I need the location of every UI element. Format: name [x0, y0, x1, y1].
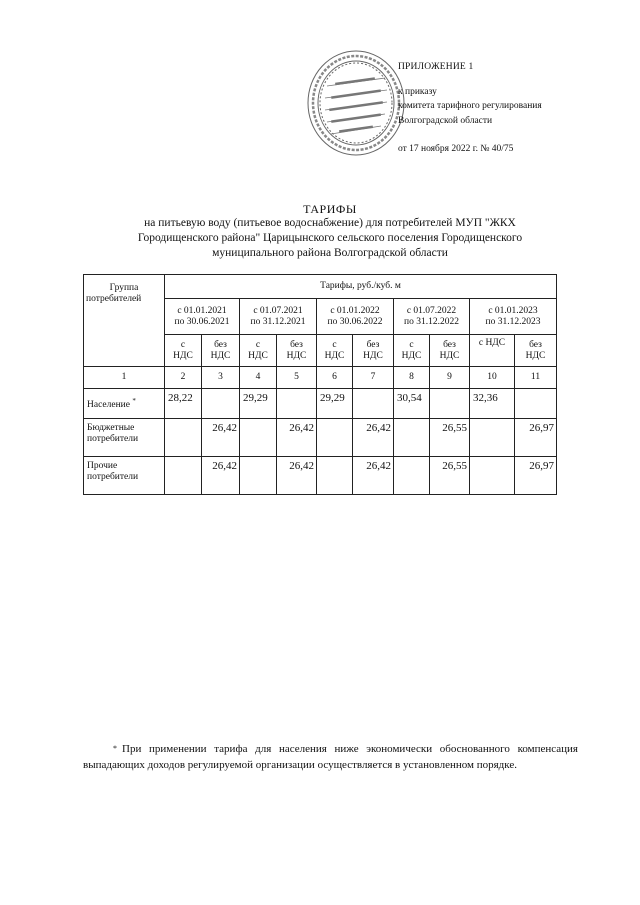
tariff-value: 29,29 [317, 389, 353, 419]
vat-header-without: без НДС [515, 335, 557, 367]
col-number: 5 [277, 367, 317, 389]
tariff-value [317, 457, 353, 495]
tariff-value: 26,42 [277, 457, 317, 495]
tariff-value: 26,42 [353, 457, 394, 495]
col-number: 4 [240, 367, 277, 389]
vat-header-without: без НДС [353, 335, 394, 367]
tariff-value [165, 419, 202, 457]
vat-header-with: с НДС [317, 335, 353, 367]
tariff-table [83, 274, 557, 495]
category-other: Прочие потребители [84, 457, 165, 495]
appendix-order-line: к приказу [398, 86, 437, 97]
tariff-value [394, 419, 430, 457]
tariff-value: 26,55 [430, 419, 470, 457]
vat-header-with: с НДС [470, 335, 515, 367]
period-header: с 01.01.2023 по 31.12.2023 [470, 299, 557, 335]
tariff-value [165, 457, 202, 495]
category-budget: Бюджетные потребители [84, 419, 165, 457]
tariff-value [515, 389, 557, 419]
vat-header-with: с НДС [240, 335, 277, 367]
tariff-value [430, 389, 470, 419]
vat-header-without: без НДС [430, 335, 470, 367]
footnote-text: При применении тарифа для населения ниже экономически обоснованного компенсация выпадающих доходов регулируемой организации осуществляется в установленном порядке. [83, 743, 578, 771]
appendix-committee-line: комитета тарифного регулирования [398, 101, 542, 111]
appendix-label: ПРИЛОЖЕНИЕ 1 [398, 62, 474, 72]
tariff-value: 26,97 [515, 457, 557, 495]
subtitle-line-1: на питьевую воду (питьевое водоснабжение) для потребителей МУП "ЖКХ [144, 217, 516, 229]
vat-header-without: без НДС [277, 335, 317, 367]
tariff-value: 26,42 [353, 419, 394, 457]
table-row [84, 419, 557, 457]
footnote [83, 741, 578, 773]
footnote-mark: * [113, 744, 117, 753]
col-number: 8 [394, 367, 430, 389]
period-header: с 01.01.2021 по 30.06.2021 [165, 299, 240, 335]
col-number: 9 [430, 367, 470, 389]
period-header: с 01.01.2022 по 30.06.2022 [317, 299, 394, 335]
tariff-value: 26,42 [277, 419, 317, 457]
header-consumer-group: Группа потребителей [84, 275, 165, 367]
table-row [84, 457, 557, 495]
vat-header-with: с НДС [165, 335, 202, 367]
tariff-value: 28,22 [165, 389, 202, 419]
tariff-value [394, 457, 430, 495]
period-header: с 01.07.2022 по 31.12.2022 [394, 299, 470, 335]
tariff-value [317, 419, 353, 457]
tariff-value: 30,54 [394, 389, 430, 419]
col-number: 7 [353, 367, 394, 389]
vat-header-with: с НДС [394, 335, 430, 367]
tariff-value: 26,97 [515, 419, 557, 457]
subtitle-line-3: муниципального района Волгоградской области [212, 247, 448, 259]
tariff-value [240, 457, 277, 495]
tariff-value: 32,36 [470, 389, 515, 419]
tariff-value [277, 389, 317, 419]
header-tariffs: Тарифы, руб./куб. м [165, 275, 557, 299]
tariff-value: 26,42 [202, 419, 240, 457]
category-population: Население * [84, 389, 165, 419]
appendix-block [398, 60, 542, 157]
tariff-value [353, 389, 394, 419]
official-seal-stamp [305, 48, 407, 158]
col-number: 6 [317, 367, 353, 389]
subtitle-line-2: Городищенского района" Царицынского сельского поселения Городищенского [137, 232, 523, 244]
tariff-value [202, 389, 240, 419]
tariff-value: 29,29 [240, 389, 277, 419]
title-subtitle [70, 216, 590, 261]
vat-header-without: без НДС [202, 335, 240, 367]
col-number: 10 [470, 367, 515, 389]
appendix-region-line: Волгоградской области [398, 115, 493, 126]
col-number: 11 [515, 367, 557, 389]
table-row [84, 389, 557, 419]
period-header: с 01.07.2021 по 31.12.2021 [240, 299, 317, 335]
appendix-date-line: от 17 ноября 2022 г. № 40/75 [398, 144, 514, 154]
col-number: 1 [84, 367, 165, 389]
tariff-value [470, 419, 515, 457]
tariff-value: 26,42 [202, 457, 240, 495]
title-main: ТАРИФЫ [303, 202, 357, 216]
col-number: 3 [202, 367, 240, 389]
tariff-value [240, 419, 277, 457]
tariff-value: 26,55 [430, 457, 470, 495]
col-number: 2 [165, 367, 202, 389]
tariff-value [470, 457, 515, 495]
